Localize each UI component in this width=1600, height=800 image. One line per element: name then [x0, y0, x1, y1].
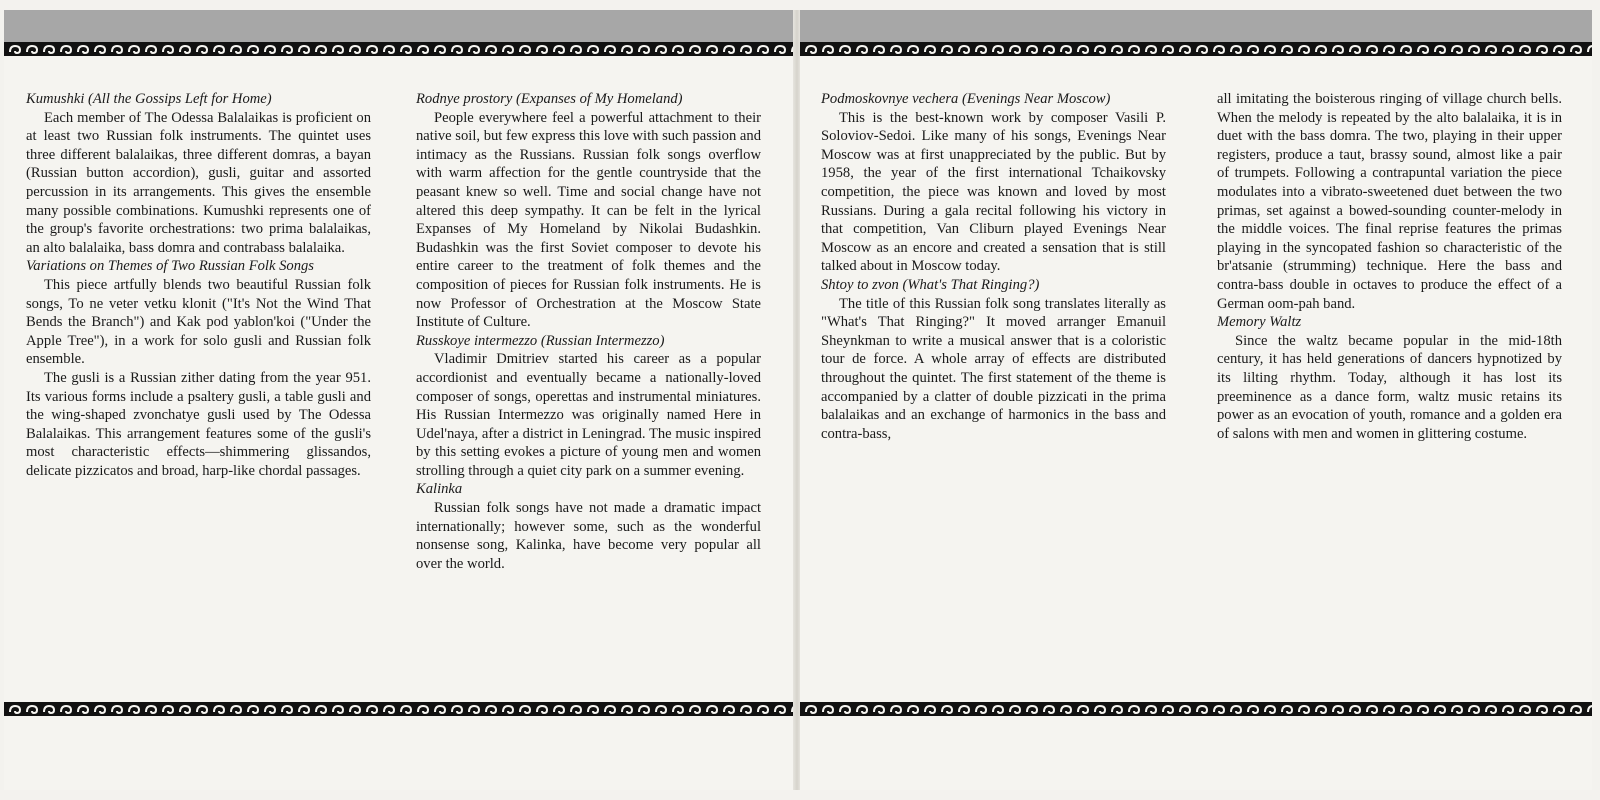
column-2: [416, 90, 761, 573]
section-heading: Russkoye intermezzo (Russian Intermezzo): [416, 332, 665, 349]
right-page: [800, 10, 1592, 790]
body-paragraph: The gusli is a Russian zither dating from the year 951. Its various forms include a psaltery gusli, a table gusli and the wing-shaped zvonchatye gusli used by The Odessa Balalaikas. This arrangement features some of the gusli's most characteristic effects—shimmering glissandos, delicate pizzicatos and broad, harp-like chordal passages.: [26, 369, 371, 479]
left-page: [4, 10, 796, 790]
bottom-ornament-border: [800, 702, 1592, 716]
wave-ornament: [800, 42, 1592, 56]
section-heading: Kumushki (All the Gossips Left for Home): [26, 91, 272, 107]
top-gray-band: [4, 10, 796, 42]
section-heading: Rodnye prostory (Expanses of My Homeland): [416, 91, 683, 107]
column-3: [821, 90, 1166, 443]
section-heading: Memory Waltz: [1217, 314, 1302, 331]
body-paragraph: Russian folk songs have not made a dramatic impact internationally; however some, such as the wonderful nonsense song, Kalinka, have become very popular all over the world.: [416, 500, 761, 572]
top-ornament-border: [4, 42, 796, 56]
body-paragraph: People everywhere feel a powerful attachment to their native soil, but few express this love with such passion and intimacy as the Russians. Russian folk songs overflow with warm affection for the gentle countryside that the peasant knew so well. Time and social change have not altered this deep sympathy. It can be felt in the lyrical Expanses of My Homeland by Nikolai Budashkin. Budashkin was the first Soviet composer to devote his entire career to the treatment of folk themes and the composition of pieces for Russian folk instruments. He is now Professor of Orchestration at the Moscow State Institute of Culture.: [416, 109, 761, 331]
top-ornament-border: [800, 42, 1592, 56]
wave-ornament: [4, 42, 796, 56]
section-heading: Kalinka: [416, 481, 463, 498]
top-gray-band: [800, 10, 1592, 42]
body-paragraph: Each member of The Odessa Balalaikas is proficient on at least two Russian folk instruments. The quintet uses three different balalaikas, three different domras, a bayan (Russian button accordion), gusli, guitar and assorted percussion in its arrangements. This gives the ensemble many possible combinations. Kumushki represents one of the group's favorite orchestrations: two prima balalaikas, an alto balalaika, bass domra and contrabass balalaika.: [26, 109, 371, 256]
section-heading: Shtoy to zvon (What's That Ringing?): [821, 276, 1040, 293]
body-paragraph: Vladimir Dmitriev started his career as a popular accordionist and eventually became a nationally-loved composer of songs, operettas and instrumental miniatures. His Russian Intermezzo was originally named Here in Udel'naya, after a district in Leningrad. The music inspired by this setting evokes a picture of young men and women strolling through a quiet city park on a summer evening.: [416, 351, 761, 479]
body-paragraph: This is the best-known work by composer Vasili P. Soloviov-Sedoi. Like many of his songs, Evenings Near Moscow was at first unappreciated by the public. But by 1958, the year of the first international Tchaikovsky competition, the piece was known and loved by most Russians. During a gala recital following his victory in that competition, Van Cliburn played Evenings Near Moscow as an encore and created a sensation that is still talked about in Moscow today.: [821, 109, 1166, 275]
wave-ornament: [4, 702, 796, 716]
bottom-ornament-border: [4, 702, 796, 716]
body-paragraph: The title of this Russian folk song translates literally as "What's That Ringing?" It moved arranger Emanuil Sheynkman to write a musical answer that is a coloristic tour de force. A whole array of effects are distributed throughout the quintet. The first statement of the theme is accompanied by a clatter of double pizzicati in the prima balalaikas and an exchange of harmonics in the bass and contra-bass,: [821, 295, 1166, 442]
section-heading: Podmoskovnye vechera (Evenings Near Moscow): [821, 91, 1111, 107]
body-paragraph: Since the waltz became popular in the mid-18th century, it has held generations of dancers hypnotized by its lilting rhythm. Today, although it has lost its preeminence as a dance form, waltz music retains its power as an evocation of youth, romance and a golden era of salons with men and women in glittering costume.: [1217, 332, 1562, 442]
wave-ornament: [800, 702, 1592, 716]
body-paragraph: This piece artfully blends two beautiful Russian folk songs, To ne veter vetku klonit ("It's Not the Wind That Bends the Branch") and Kak pod yablon'koi ("Under the Apple Tree"), in a work for solo gusli and Russian folk ensemble.: [26, 276, 371, 368]
column-1: [26, 90, 371, 480]
column-4: [1217, 90, 1562, 443]
section-heading: Variations on Themes of Two Russian Folk Songs: [26, 258, 314, 275]
body-paragraph: all imitating the boisterous ringing of village church bells. When the melody is repeated by the alto balalaika, it is in duet with the bass domra. The two, playing in their upper registers, produce a taut, brassy sound, almost like a pair of trumpets. Following a contrapuntal variation the piece modulates into a vibrato-sweetened duet between the two primas, set against a bowed-sounding counter-melody in the middle voices. The final reprise features the primas playing in the syncopated fashion so characteristic of the br'atsanie (strumming) technique. Here the bass and contra-bass double in octaves to produce the effect of a German oom-pah band.: [1217, 91, 1562, 312]
